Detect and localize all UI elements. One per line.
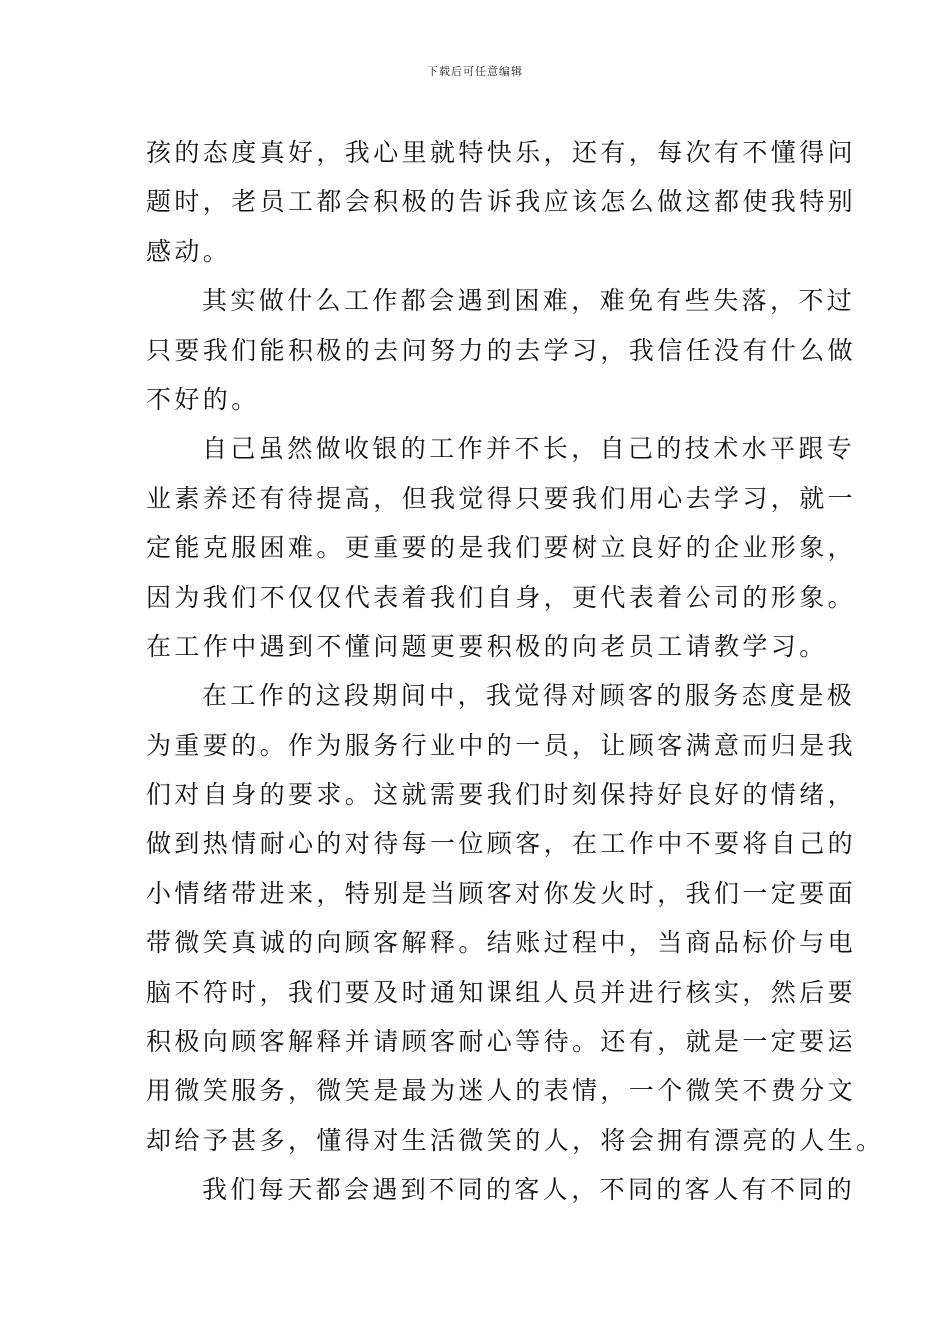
- text-line: 定能克服困难。更重要的是我们要树立良好的企业形象，: [146, 533, 857, 563]
- text-line: 业素养还有待提高，但我觉得只要我们用心去学习，就一: [146, 483, 857, 513]
- text-line: 题时，老员工都会积极的告诉我应该怎么做这都使我特别: [146, 187, 857, 217]
- text-line: 感动。: [146, 236, 232, 266]
- text-line: 带微笑真诚的向顾客解释。结账过程中，当商品标价与电: [146, 928, 857, 958]
- text-line: 只要我们能积极的去问努力的去学习，我信任没有什么做: [146, 335, 857, 365]
- text-line: 们对自身的要求。这就需要我们时刻保持好良好的情绪，: [146, 780, 857, 810]
- text-line: 在工作中遇到不懂问题更要积极的向老员工请教学习。: [146, 631, 828, 661]
- text-line: 孩的态度真好，我心里就特快乐，还有，每次有不懂得问: [146, 138, 857, 167]
- paragraph-first-line: 其实做什么工作都会遇到困难，难免有些失落，不过: [202, 286, 856, 316]
- text-line: 用微笑服务，微笑是最为迷人的表情，一个微笑不费分文: [146, 1076, 857, 1106]
- document-body: [146, 128, 885, 1215]
- text-line: 小情绪带进来，特别是当顾客对你发火时，我们一定要面: [146, 878, 857, 908]
- text-line: 不好的。: [146, 384, 260, 414]
- paragraph-first-line: 在工作的这段期间中，我觉得对顾客的服务态度是极: [202, 681, 856, 711]
- text-line: 积极向顾客解释并请顾客耐心等待。还有，就是一定要运: [146, 1027, 857, 1057]
- paragraph-first-line: 我们每天都会遇到不同的客人，不同的客人有不同的: [202, 1175, 856, 1205]
- text-line: 脑不符时，我们要及时通知课组人员并进行核实，然后要: [146, 977, 857, 1007]
- paragraph-first-line: 自己虽然做收银的工作并不长，自己的技术水平跟专: [202, 434, 856, 464]
- text-line: 因为我们不仅仅代表着我们自身，更代表着公司的形象。: [146, 582, 857, 612]
- text-line: 为重要的。作为服务行业中的一员，让顾客满意而归是我: [146, 730, 857, 760]
- text-line: 做到热情耐心的对待每一位顾客，在工作中不要将自己的: [146, 829, 857, 859]
- page-header: 下载后可任意编辑: [427, 65, 523, 78]
- text-line: 却给予甚多，懂得对生活微笑的人，将会拥有漂亮的人生。: [146, 1125, 885, 1155]
